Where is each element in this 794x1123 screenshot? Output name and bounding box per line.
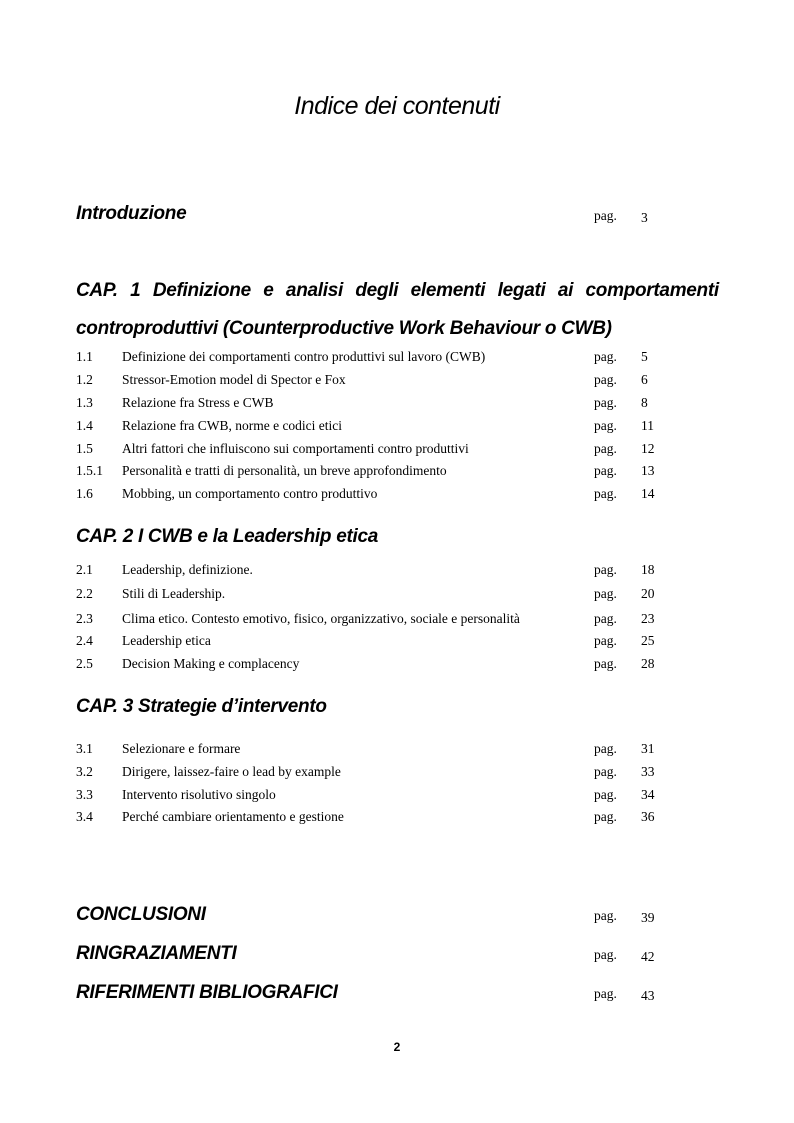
toc-page-number: 18 <box>641 562 655 577</box>
toc-entry[interactable] <box>76 786 666 804</box>
chapter3-heading[interactable]: CAP. 3 Strategie d’intervento <box>76 696 327 717</box>
toc-title: Personalità e tratti di personalità, un breve approfondimento <box>122 463 447 478</box>
toc-pag-label: pag. <box>594 809 617 824</box>
toc-number: 3.3 <box>76 787 93 802</box>
toc-entry[interactable] <box>76 371 666 389</box>
toc-title: Selezionare e formare <box>122 741 241 756</box>
bibliography-heading[interactable]: RIFERIMENTI BIBLIOGRAFICI <box>76 982 338 1003</box>
toc-page-number: 31 <box>641 741 655 756</box>
toc-entry[interactable] <box>76 655 666 673</box>
toc-title: Leadership, definizione. <box>122 562 253 577</box>
toc-pag-label: pag. <box>594 372 617 387</box>
toc-pag-label: pag. <box>594 562 617 577</box>
toc-page-number: 5 <box>641 349 648 364</box>
toc-number: 1.5.1 <box>76 463 103 478</box>
toc-number: 2.1 <box>76 562 93 577</box>
toc-entry[interactable] <box>76 610 666 628</box>
toc-page-number: 25 <box>641 633 655 648</box>
intro-page-number: 3 <box>641 210 648 225</box>
toc-page-number: 12 <box>641 441 655 456</box>
toc-page-number: 36 <box>641 809 655 824</box>
toc-entry[interactable] <box>76 394 666 412</box>
chapter1-word: analisi <box>285 280 343 301</box>
toc-pag-label: pag. <box>594 764 617 779</box>
toc-page-number: 11 <box>641 418 654 433</box>
chapter1-word: e <box>263 280 274 301</box>
toc-number: 3.2 <box>76 764 93 779</box>
end-page-number: 42 <box>641 949 655 964</box>
toc-page-number: 6 <box>641 372 648 387</box>
toc-page-number: 20 <box>641 586 655 601</box>
toc-title: Stili di Leadership. <box>122 586 226 601</box>
toc-title: Dirigere, laissez-faire o lead by example <box>122 764 341 779</box>
page-title: Indice dei contenuti <box>294 92 500 120</box>
toc-number: 3.4 <box>76 809 93 824</box>
toc-title: Relazione fra CWB, norme e codici etici <box>122 418 343 433</box>
toc-number: 2.2 <box>76 586 93 601</box>
toc-title: Relazione fra Stress e CWB <box>122 395 274 410</box>
toc-title: Definizione dei comportamenti contro produttivi sul lavoro (CWB) <box>122 349 486 364</box>
toc-entry[interactable] <box>76 561 666 579</box>
chapter1-word: ai <box>557 280 574 301</box>
chapter1-word: degli <box>355 280 399 301</box>
toc-pag-label: pag. <box>594 586 617 601</box>
toc-entry[interactable] <box>76 808 666 826</box>
chapter1-word: CAP. <box>76 280 118 301</box>
toc-title: Leadership etica <box>122 633 211 648</box>
toc-title: Decision Making e complacency <box>122 656 300 671</box>
toc-pag-label: pag. <box>594 741 617 756</box>
chapter1-word: comportamenti <box>585 280 719 301</box>
end-pag-label: pag. <box>594 908 617 923</box>
end-pag-label: pag. <box>594 947 617 962</box>
toc-entry[interactable] <box>76 740 666 758</box>
chapter1-word: Definizione <box>152 280 251 301</box>
toc-entry[interactable] <box>76 417 666 435</box>
toc-page-number: 23 <box>641 611 655 626</box>
toc-page-number: 33 <box>641 764 655 779</box>
toc-entry[interactable] <box>76 485 666 503</box>
toc-title: Clima etico. Contesto emotivo, fisico, organizzativo, sociale e personalità <box>122 611 520 626</box>
toc-title: Stressor-Emotion model di Spector e Fox <box>122 372 346 387</box>
toc-page-number: 13 <box>641 463 655 478</box>
chapter1-word: legati <box>497 280 546 301</box>
chapter1-heading-line1 <box>76 272 719 310</box>
toc-pag-label: pag. <box>594 395 617 410</box>
toc-entry[interactable] <box>76 632 666 650</box>
toc-number: 1.1 <box>76 349 93 364</box>
toc-entry[interactable] <box>76 348 666 366</box>
chapter2-heading[interactable]: CAP. 2 I CWB e la Leadership etica <box>76 526 379 547</box>
toc-pag-label: pag. <box>594 633 617 648</box>
end-page-number: 39 <box>641 910 655 925</box>
toc-number: 3.1 <box>76 741 93 756</box>
conclusions-heading[interactable]: CONCLUSIONI <box>76 904 206 925</box>
toc-title: Altri fattori che influiscono sui comportamenti contro produttivi <box>122 441 469 456</box>
toc-number: 2.3 <box>76 611 93 626</box>
toc-title: Perché cambiare orientamento e gestione <box>122 809 344 824</box>
toc-pag-label: pag. <box>594 611 617 626</box>
end-pag-label: pag. <box>594 986 617 1001</box>
toc-entry[interactable] <box>76 462 666 480</box>
toc-number: 1.2 <box>76 372 93 387</box>
toc-page-number: 28 <box>641 656 655 671</box>
toc-pag-label: pag. <box>594 463 617 478</box>
toc-pag-label: pag. <box>594 441 617 456</box>
toc-pag-label: pag. <box>594 486 617 501</box>
toc-page-number: 8 <box>641 395 648 410</box>
chapter1-heading-line2: controproduttivi (Counterproductive Work Behaviour o CWB) <box>76 318 612 339</box>
toc-entry[interactable] <box>76 585 666 603</box>
chapter1-word: 1 <box>130 280 141 301</box>
toc-number: 2.4 <box>76 633 93 648</box>
footer-page-number: 2 <box>393 1040 401 1054</box>
toc-page-number: 14 <box>641 486 655 501</box>
toc-page-number: 34 <box>641 787 655 802</box>
toc-title: Intervento risolutivo singolo <box>122 787 276 802</box>
toc-pag-label: pag. <box>594 418 617 433</box>
toc-pag-label: pag. <box>594 787 617 802</box>
toc-pag-label: pag. <box>594 349 617 364</box>
toc-number: 1.6 <box>76 486 93 501</box>
toc-pag-label: pag. <box>594 656 617 671</box>
toc-entry[interactable] <box>76 440 666 458</box>
acknowledgements-heading[interactable]: RINGRAZIAMENTI <box>76 943 237 964</box>
intro-heading[interactable]: Introduzione <box>76 203 187 224</box>
toc-number: 1.5 <box>76 441 93 456</box>
intro-pag-label: pag. <box>594 208 617 223</box>
chapter1-word: elementi <box>410 280 486 301</box>
toc-title: Mobbing, un comportamento contro produttivo <box>122 486 378 501</box>
chapter1-heading[interactable] <box>76 272 719 348</box>
toc-number: 1.4 <box>76 418 93 433</box>
toc-entry[interactable] <box>76 763 666 781</box>
toc-number: 1.3 <box>76 395 93 410</box>
toc-number: 2.5 <box>76 656 93 671</box>
end-page-number: 43 <box>641 988 655 1003</box>
